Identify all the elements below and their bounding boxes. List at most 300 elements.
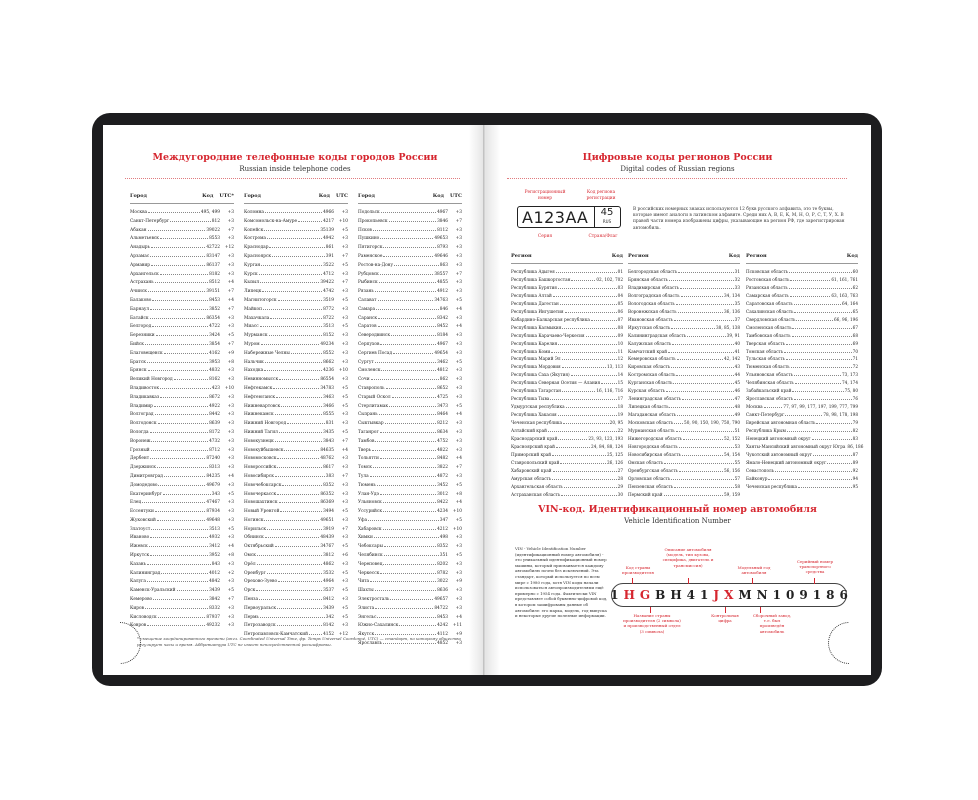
table-row	[244, 490, 348, 499]
region-name: Белгородская область	[628, 269, 678, 274]
city-name: Мурманск	[244, 333, 268, 339]
table-row	[746, 379, 858, 387]
table-row	[130, 498, 234, 507]
vin-char: 1	[610, 588, 619, 602]
region-code: 06	[617, 308, 623, 314]
city-code: 8142	[323, 623, 334, 629]
city-name: Омск	[244, 553, 256, 559]
city-code: 8184	[437, 333, 448, 339]
region-name: Республика Бурятия	[511, 284, 557, 290]
vin-char: N	[756, 588, 768, 602]
table-row	[244, 322, 348, 331]
table-row	[628, 300, 740, 308]
vin-tick	[688, 578, 689, 584]
region-code: 42, 142	[724, 356, 740, 362]
city-code: 4964	[323, 579, 334, 585]
city-name: Краснодар	[244, 245, 269, 251]
region-code: 52, 152	[724, 436, 740, 442]
table-row	[244, 331, 348, 340]
table-row	[130, 419, 234, 428]
city-utc: +4	[455, 614, 462, 620]
region-name: Рязанская область	[746, 284, 788, 290]
region-name: Мурманская область	[628, 428, 675, 434]
table-row	[358, 507, 462, 516]
table-row	[130, 296, 234, 305]
city-code: 8162	[209, 377, 220, 383]
city-code: 4722	[209, 324, 220, 330]
city-name: Ижевск	[130, 544, 148, 550]
table-row	[628, 435, 740, 443]
table-row	[746, 475, 858, 483]
region-code: 72	[852, 364, 858, 370]
city-utc: +5	[227, 333, 234, 339]
table-row	[130, 278, 234, 287]
region-code: 59, 159	[724, 491, 740, 497]
city-code: 8172	[209, 429, 220, 435]
city-name: Хабаровск	[358, 526, 382, 532]
city-code: 863	[439, 262, 448, 268]
table-row	[746, 332, 858, 340]
table-row	[244, 621, 348, 630]
city-code: 8662	[323, 359, 334, 365]
city-code: 86137	[206, 262, 220, 268]
vin-subtitle: Vehicle Identification Number	[624, 517, 731, 525]
utc-footnote: * смещение координированного времени (англ. Coordinated Universal Time, фр. Temps Universel Coordonné, UTC) — стандарт, по которому общество регулирует часы и время. Аббревиатура UTC не имеет непосредственной расшифровки.	[137, 636, 461, 647]
city-name: Обнинск	[244, 535, 264, 541]
vin-char: 1	[700, 588, 709, 602]
city-utc: +3	[455, 333, 462, 339]
vin-label-check: Контрольная цифра	[711, 613, 739, 624]
region-code: 02, 102, 702	[596, 276, 623, 282]
city-utc: +3	[455, 350, 462, 356]
region-name: Липецкая область	[628, 404, 669, 410]
table-row	[511, 443, 623, 451]
region-name: Томская область	[746, 348, 784, 354]
table-row	[130, 586, 234, 595]
city-code: 3952	[209, 553, 220, 559]
city-utc: +3	[227, 482, 234, 488]
header-region: Регион	[511, 253, 532, 259]
vin-label-options: Описание автомобиля (модель, тип кузова, специфика, двигатель и трансмиссия)	[662, 547, 714, 568]
city-utc: +7	[227, 289, 234, 295]
city-code: 3473	[437, 403, 448, 409]
region-code: 54, 154	[724, 451, 740, 457]
city-utc: +3	[341, 236, 348, 242]
table-row	[130, 252, 234, 261]
city-name: Абакан	[130, 227, 147, 233]
city-code: 4912	[437, 289, 448, 295]
city-name: Норильск	[244, 526, 267, 532]
region-code: 94	[852, 475, 858, 481]
region-code: 76	[852, 396, 858, 402]
city-utc: +3	[455, 641, 462, 647]
table-row	[358, 322, 462, 331]
city-name: Северодвинск	[358, 333, 391, 339]
city-name: Сыктывкар	[358, 421, 384, 427]
city-code: 3812	[323, 553, 334, 559]
region-code: 03	[617, 284, 623, 290]
table-row	[358, 287, 462, 296]
city-name: Сочи	[358, 377, 370, 383]
region-name: Владимирская область	[628, 284, 679, 290]
table-row	[130, 613, 234, 622]
region-name: Орловская область	[628, 475, 671, 481]
table-row	[511, 276, 623, 284]
region-code: 37	[734, 316, 740, 322]
table-row	[130, 305, 234, 314]
city-utc: +5	[341, 614, 348, 620]
table-row	[746, 348, 858, 356]
city-utc: +7	[341, 253, 348, 259]
region-name: Калужская область	[628, 340, 672, 346]
city-utc: +2	[227, 570, 234, 576]
table-row	[358, 296, 462, 305]
region-name: Ханты-Мансийский автономный округ Югра	[746, 443, 846, 449]
table-row	[358, 481, 462, 490]
city-utc: +3	[455, 394, 462, 400]
city-name: Ставрополь	[358, 385, 385, 391]
city-name: Копейск	[244, 227, 264, 233]
table-row	[244, 305, 348, 314]
table-row	[746, 371, 858, 379]
table-row	[130, 533, 234, 542]
city-name: Старый Оскол	[358, 394, 391, 400]
city-utc: +3	[227, 218, 234, 224]
city-code: 87240	[206, 456, 220, 462]
city-name: Новочебоксарск	[244, 482, 282, 488]
city-utc: +3	[341, 517, 348, 523]
region-name: Республика Крым	[746, 428, 786, 434]
table-row	[130, 287, 234, 296]
city-utc: +3	[455, 227, 462, 233]
city-code: 4932	[209, 535, 220, 541]
table-row	[511, 268, 623, 276]
table-row	[511, 403, 623, 411]
city-code: 391	[325, 253, 334, 259]
city-utc: +4	[227, 544, 234, 550]
city-code: 3452	[437, 482, 448, 488]
region-name: Нижегородская область	[628, 436, 682, 442]
table-row	[511, 411, 623, 419]
city-name: Вологда	[130, 429, 149, 435]
table-row	[628, 427, 740, 435]
city-name: Курган	[244, 262, 261, 268]
table-row	[244, 340, 348, 349]
city-code: 86554	[320, 377, 334, 383]
table-row	[746, 316, 858, 324]
table-row	[130, 560, 234, 569]
region-name: Тамбовская область	[746, 332, 791, 338]
phone-codes-subtitle: Russian inside telephone codes	[239, 165, 351, 173]
table-row	[628, 332, 740, 340]
table-row	[130, 604, 234, 613]
city-utc: +3	[227, 561, 234, 567]
city-name: Ульяновск	[358, 500, 382, 506]
table-row	[130, 226, 234, 235]
city-code: 8212	[437, 421, 448, 427]
city-name: Чебоксары	[358, 544, 383, 550]
city-code: 8442	[209, 412, 220, 418]
city-code: 8793	[437, 245, 448, 251]
city-utc: +3	[341, 341, 348, 347]
city-utc: +7	[227, 341, 234, 347]
region-code: 64, 164	[842, 300, 858, 306]
city-code: 84235	[206, 473, 220, 479]
city-name: Тамбов	[358, 438, 375, 444]
table-row	[628, 475, 740, 483]
city-code: 8617	[323, 465, 334, 471]
region-code: 74, 174	[842, 380, 858, 386]
table-row	[746, 395, 858, 403]
region-code: 07	[617, 316, 623, 322]
region-name: Воронежская область	[628, 308, 677, 314]
table-row	[130, 525, 234, 534]
region-name: Калининградская область	[628, 332, 687, 338]
region-name: Приморский край	[511, 451, 552, 457]
column-header	[746, 253, 858, 264]
city-name: Оренбург	[244, 570, 266, 576]
vin-tick	[752, 578, 753, 584]
region-name: Новгородская область	[628, 443, 678, 449]
city-code: 86352	[320, 491, 334, 497]
table-row	[358, 542, 462, 551]
city-code: 49651	[320, 517, 334, 523]
city-name: Архангельск	[130, 271, 159, 277]
table-row	[511, 316, 623, 324]
region-name: Республика Адыгея	[511, 269, 555, 274]
city-utc: +3	[341, 623, 348, 629]
table-row	[130, 481, 234, 490]
region-name: Сахалинская область	[746, 308, 794, 314]
table-row	[358, 410, 462, 419]
table-row	[511, 419, 623, 427]
table-row	[746, 268, 858, 276]
city-name: Балаково	[130, 297, 152, 303]
city-name: Стерлитамак	[358, 403, 389, 409]
city-code: 8722	[323, 315, 334, 321]
city-name: Елец	[130, 500, 142, 506]
region-code: 53	[734, 443, 740, 449]
table-row	[244, 613, 348, 622]
table-row	[511, 459, 623, 467]
table-row	[628, 483, 740, 491]
city-name: Саратов	[358, 324, 377, 330]
table-row	[130, 322, 234, 331]
city-utc: +5	[341, 227, 348, 233]
city-name: Новокузнецк	[244, 438, 274, 444]
city-utc: +3	[341, 491, 348, 497]
city-code: 8202	[437, 561, 448, 567]
city-utc: +8	[455, 491, 462, 497]
region-code: 29	[617, 483, 623, 489]
vin-char: J	[713, 588, 720, 602]
city-utc: +3	[227, 456, 234, 462]
city-code: 4872	[437, 473, 448, 479]
city-name: Сызрань	[358, 412, 378, 418]
city-name: Нижневартовск	[244, 403, 281, 409]
region-code: 65	[852, 308, 858, 314]
city-name: Комсомольск-на-Амуре	[244, 218, 298, 224]
table-row	[358, 551, 462, 560]
region-code: 68	[852, 332, 858, 338]
city-code: 49232	[206, 623, 220, 629]
table-row	[244, 604, 348, 613]
city-code: 351	[439, 553, 448, 559]
city-code: 383	[325, 473, 334, 479]
region-code: 32	[734, 276, 740, 282]
plate-region-code: 45	[600, 207, 614, 218]
table-row	[511, 340, 623, 348]
city-code: 35139	[320, 227, 334, 233]
table-row	[130, 314, 234, 323]
region-name: Республика Коми	[511, 348, 551, 354]
city-utc: +3	[341, 315, 348, 321]
region-name: Костромская область	[628, 372, 676, 378]
table-row	[358, 270, 462, 279]
city-code: 3439	[323, 605, 334, 611]
region-code: 16, 116, 716	[596, 388, 623, 394]
city-code: 49646	[434, 253, 448, 259]
region-code: 45	[734, 380, 740, 386]
city-utc: +10	[338, 218, 348, 224]
city-name: Барнаул	[130, 306, 150, 312]
city-code: 498	[439, 535, 448, 541]
phone-codes-column	[358, 193, 462, 648]
city-code: 8422	[437, 500, 448, 506]
city-utc: +4	[227, 280, 234, 286]
header-city: Город	[244, 193, 261, 199]
table-row	[358, 454, 462, 463]
region-name: Ленинградская область	[628, 396, 681, 402]
city-name: Анадырь	[130, 245, 150, 251]
table-row	[511, 300, 623, 308]
city-code: 8352	[437, 544, 448, 550]
city-code: 3424	[209, 333, 220, 339]
table-row	[628, 443, 740, 451]
city-name: Новошахтинск	[244, 500, 278, 506]
region-code: 71	[852, 356, 858, 362]
city-utc: +8	[227, 359, 234, 365]
city-name: Тула	[358, 473, 369, 479]
city-utc: +4	[455, 412, 462, 418]
city-utc: +3	[227, 253, 234, 259]
region-code: 09	[617, 332, 623, 338]
region-name: Чеченская республика	[511, 420, 563, 426]
city-utc: +6	[341, 553, 348, 559]
city-code: 49679	[206, 482, 220, 488]
table-row	[358, 595, 462, 604]
city-name: Махачкала	[244, 315, 270, 321]
city-name: Новосибирск	[244, 473, 274, 479]
city-code: 4236	[323, 368, 334, 374]
vin-label-serial: Серийный номер транспортного средства	[796, 559, 834, 575]
region-code: 87	[852, 451, 858, 457]
city-utc: +7	[341, 280, 348, 286]
city-utc: +5	[455, 297, 462, 303]
region-code: 50, 90, 150, 190, 750, 790	[684, 420, 740, 426]
city-utc: +5	[341, 429, 348, 435]
table-row	[511, 292, 623, 300]
table-row	[746, 403, 858, 411]
city-code: 4812	[437, 368, 448, 374]
city-name: Братск	[130, 359, 146, 365]
city-utc: +3	[341, 350, 348, 356]
city-code: 8639	[209, 421, 220, 427]
city-code: 49657	[434, 597, 448, 603]
table-row	[244, 542, 348, 551]
city-name: Энгельс	[358, 614, 377, 620]
license-plate	[517, 206, 621, 228]
vin-label-country: Код страны производителя	[622, 565, 654, 576]
city-utc: +3	[341, 456, 348, 462]
region-name: Новосибирская область	[628, 451, 681, 457]
city-name: Томск	[358, 465, 372, 471]
table-row	[130, 542, 234, 551]
table-row	[130, 243, 234, 252]
region-code: 19	[617, 412, 623, 418]
city-utc: +4	[455, 456, 462, 462]
city-name: Нижний Новгород	[244, 421, 287, 427]
region-name: Камчатский край	[628, 348, 668, 354]
city-name: Владикавказ	[130, 394, 160, 400]
table-row	[358, 278, 462, 287]
region-code: 79	[852, 420, 858, 426]
table-row	[628, 467, 740, 475]
city-name: Смоленск	[358, 368, 381, 374]
table-row	[130, 366, 234, 375]
city-name: Брянск	[130, 368, 147, 374]
city-name: Череповец	[358, 561, 383, 567]
city-code: 3513	[323, 324, 334, 330]
city-code: 8772	[323, 306, 334, 312]
city-code: 8453	[209, 297, 220, 303]
table-row	[511, 435, 623, 443]
city-code: 8552	[323, 350, 334, 356]
city-utc: +3	[455, 570, 462, 576]
city-name: Красноярск	[244, 253, 272, 259]
city-code: 4212	[437, 526, 448, 532]
city-utc: +3	[455, 377, 462, 383]
table-row	[628, 292, 740, 300]
table-row	[130, 516, 234, 525]
region-name: Пермский край	[628, 491, 663, 497]
plate-label-number: Регистрационный номер	[524, 190, 566, 201]
city-code: 3919	[323, 526, 334, 532]
city-utc: +7	[227, 306, 234, 312]
vin-char: H	[623, 588, 635, 602]
region-name: Тверская область	[746, 340, 785, 346]
city-utc: +5	[341, 605, 348, 611]
city-code: 83147	[206, 253, 220, 259]
city-code: 3463	[323, 394, 334, 400]
table-row	[746, 459, 858, 467]
region-name: Курганская область	[628, 380, 673, 386]
city-code: 4922	[209, 403, 220, 409]
city-code: 4725	[437, 394, 448, 400]
table-row	[628, 395, 740, 403]
city-utc: +10	[224, 385, 234, 391]
region-code: 35	[734, 300, 740, 306]
city-name: Дербент	[130, 456, 150, 462]
city-utc: +3	[227, 535, 234, 541]
region-name: Астраханская область	[511, 491, 561, 497]
city-utc: +10	[452, 526, 462, 532]
table-row	[358, 428, 462, 437]
city-utc: +3	[455, 245, 462, 251]
city-utc: +3	[227, 236, 234, 242]
table-row	[746, 427, 858, 435]
city-code: 49654	[434, 350, 448, 356]
